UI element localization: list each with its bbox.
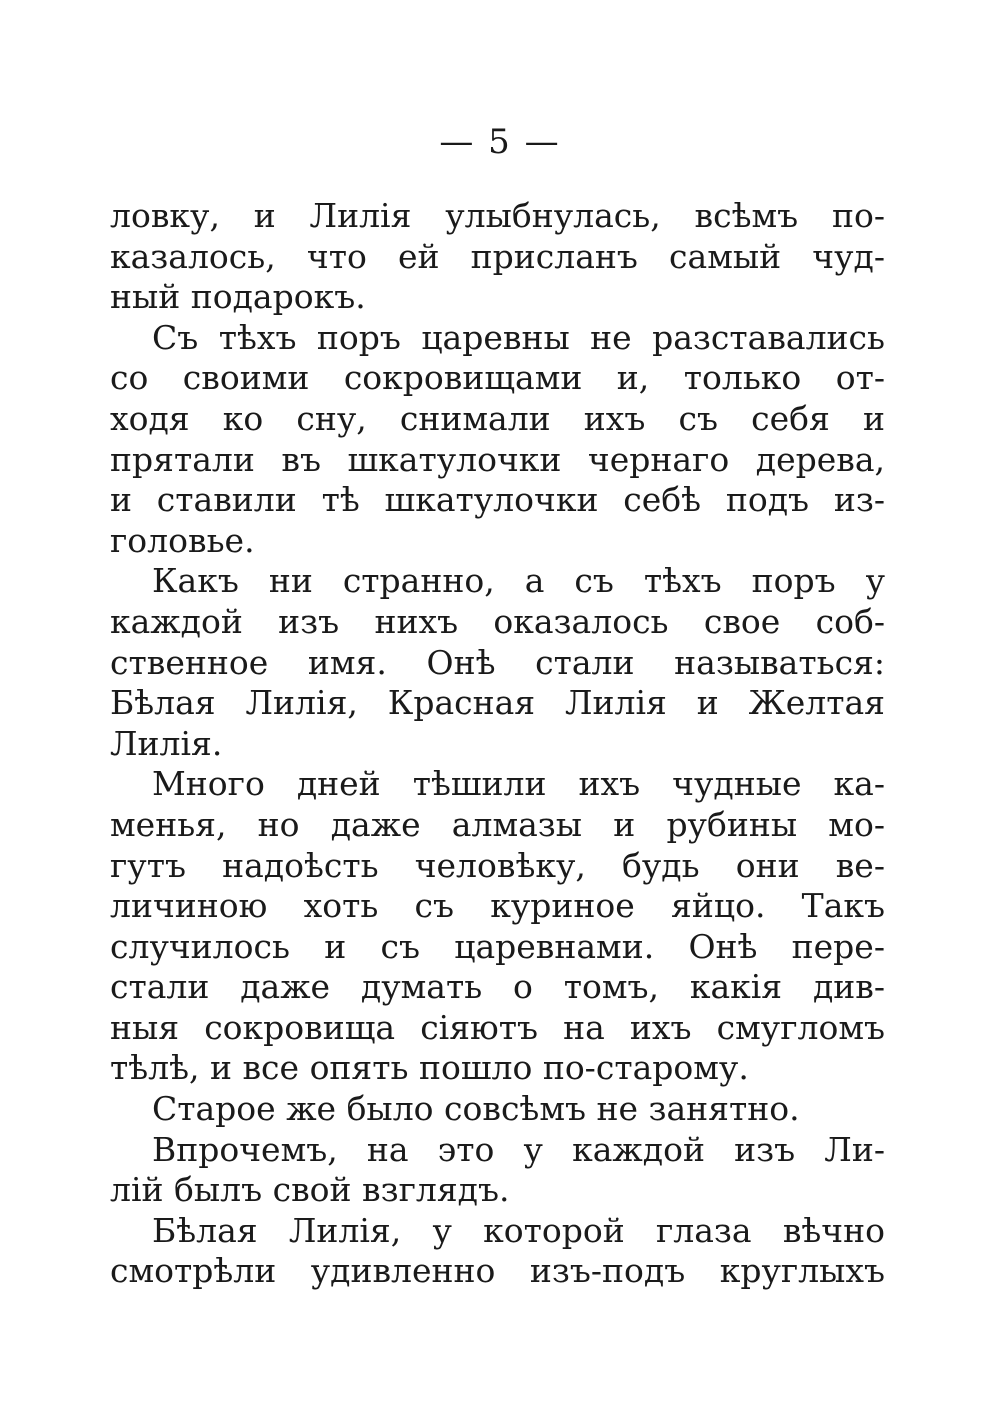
- text-line: личиною хоть съ куриное яйцо. Такъ: [110, 886, 885, 926]
- text-line: Лилія.: [110, 723, 223, 763]
- page-number: — 5 —: [439, 122, 561, 162]
- text-line: головье.: [110, 520, 255, 560]
- text-line: ныя сокровища сіяютъ на ихъ смугломъ: [110, 1007, 885, 1047]
- text-line: Бѣлая Лилія, Красная Лилія и Желтая: [110, 683, 885, 723]
- text-line: Старое же было совсѣмъ не занятно.: [152, 1089, 800, 1129]
- text-line: смотрѣли удивленно изъ-подъ круглыхъ: [110, 1251, 885, 1291]
- text-line: случилось и съ царевнами. Онѣ пере-: [110, 926, 885, 966]
- text-line: Съ тѣхъ поръ царевны не разставались: [152, 317, 885, 357]
- text-line: менья, но даже алмазы и рубины мо-: [110, 804, 885, 844]
- text-line: Впрочемъ, на это у каждой изъ Ли-: [152, 1129, 885, 1169]
- text-line: ственное имя. Онѣ стали называться:: [110, 642, 885, 682]
- text-line: Бѣлая Лилія, у которой глаза вѣчно: [152, 1210, 885, 1250]
- body-text: [110, 196, 885, 1292]
- text-line: казалось, что ей присланъ самый чуд-: [110, 236, 885, 276]
- text-line: ходя ко сну, снимали ихъ съ себя и: [110, 398, 885, 438]
- text-line: и ставили тѣ шкатулочки себѣ подъ из-: [110, 480, 885, 520]
- text-line: ный подарокъ.: [110, 277, 366, 317]
- text-line: Много дней тѣшили ихъ чудные ка-: [152, 764, 885, 804]
- text-line: Какъ ни странно, а съ тѣхъ поръ у: [152, 561, 885, 601]
- text-line: гутъ надоѣсть человѣку, будь они ве-: [110, 845, 885, 885]
- text-line: со своими сокровищами и, только от-: [110, 358, 885, 398]
- text-line: ловку, и Лилія улыбнулась, всѣмъ по-: [110, 196, 885, 235]
- text-line: каждой изъ нихъ оказалось свое соб-: [110, 601, 885, 641]
- text-line: стали даже думать о томъ, какія див-: [110, 967, 885, 1007]
- text-line: прятали въ шкатулочки чернаго дерева,: [110, 439, 885, 479]
- text-line: лій былъ свой взглядъ.: [110, 1170, 510, 1210]
- text-line: тѣлѣ, и все опять пошло по-старому.: [110, 1048, 749, 1088]
